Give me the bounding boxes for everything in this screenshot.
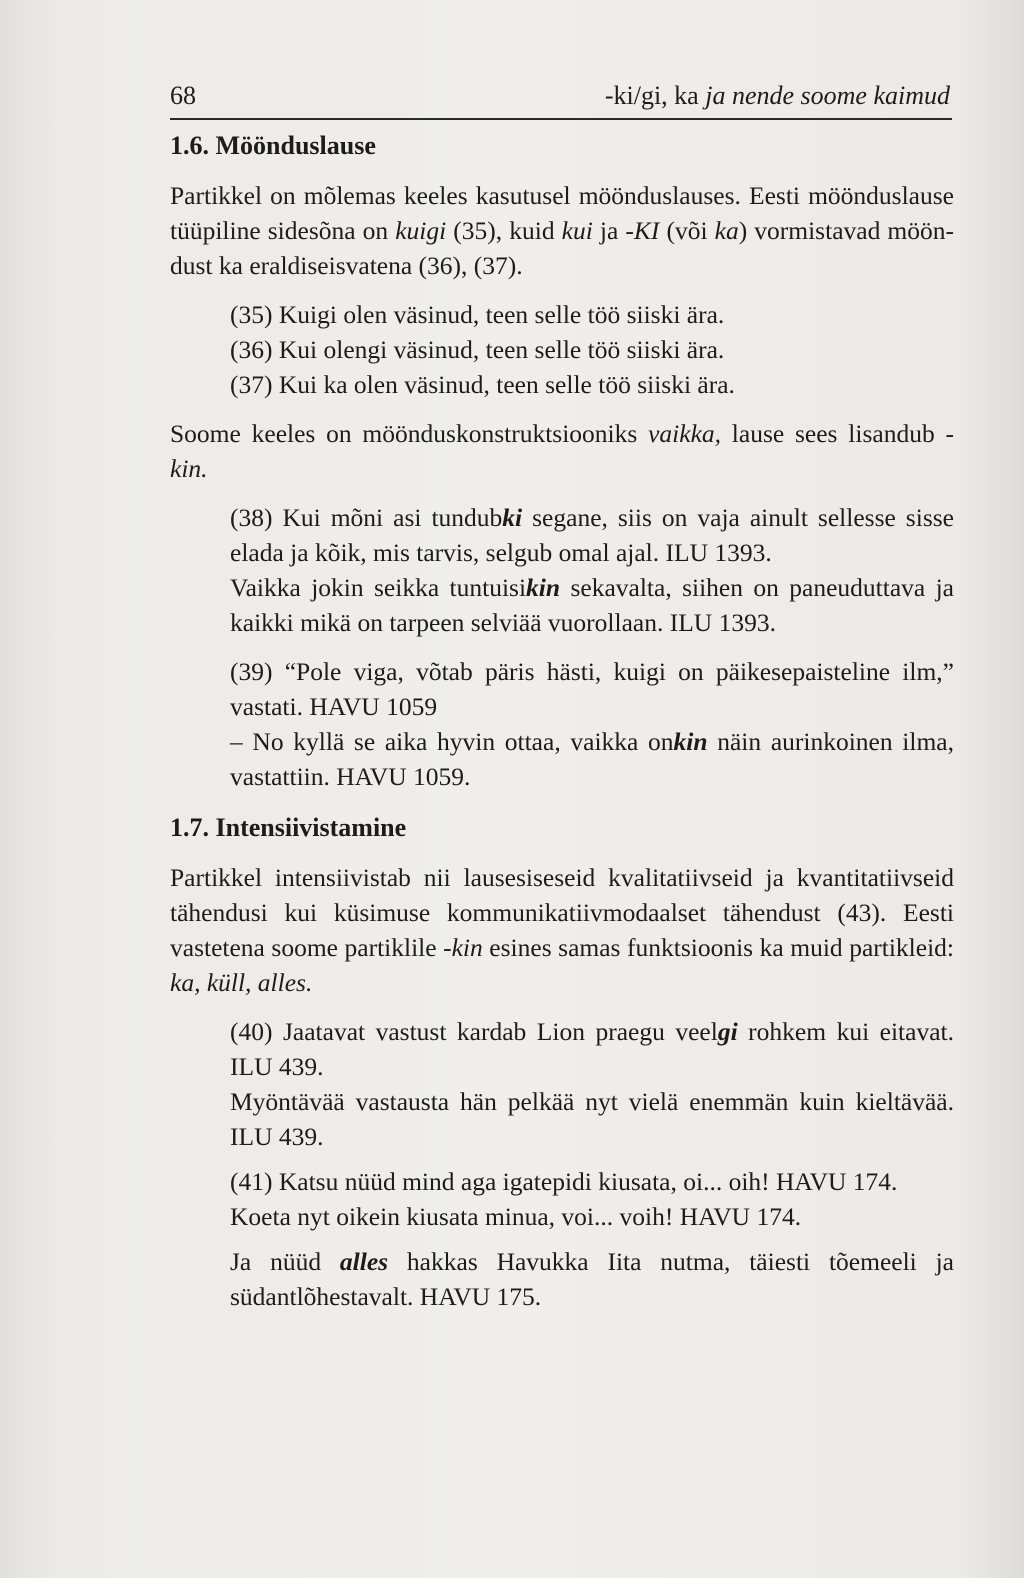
emphasized-particle: alles xyxy=(339,1247,389,1276)
example-36: (36) Kui olengi väsinud, teen selle töö siiski ära. xyxy=(230,335,725,364)
emphasized-particle: kin xyxy=(526,573,561,602)
text-run: (38) Kui mõni asi tundub xyxy=(230,503,503,532)
example-39-estonian: (39) “Pole viga, võtab päris hästi, kuigi on päikesepaisteline ilm,” vastati. HAVU 1059 xyxy=(230,657,954,721)
example-40-estonian xyxy=(230,1014,954,1084)
text-run: ) vormistavad mööndust ka eraldiseisvatena (36), (37). xyxy=(170,216,954,280)
example-35: (35) Kuigi olen väsinud, teen selle töö siiski ära. xyxy=(230,300,725,329)
italic-term: -KI xyxy=(625,216,660,245)
text-run: sekavalta, siihen on paneuduttava ja kaikki mikä on tarpeen selviää vuorollaan. ILU 1393. xyxy=(230,573,954,637)
example-38 xyxy=(230,500,954,640)
text-run: näin aurinkoinen ilma, vastattiin. HAVU 1059. xyxy=(230,727,954,791)
example-40-finnish: Myöntävää vastausta hän pelkää nyt vielä enemmän kuin kieltävää. ILU 439. xyxy=(230,1087,954,1151)
section-heading-1-7: 1.7. Intensiivistamine xyxy=(170,813,407,842)
text-run: Ja nüüd xyxy=(230,1247,340,1276)
running-head-prefix: -ki/gi, ka xyxy=(604,81,706,110)
running-head xyxy=(605,78,950,114)
example-40 xyxy=(230,1014,954,1314)
text-run: Partikkel intensiivistab nii lausesiseseid kvalitatiivseid ja kvantitatiivseid tähendusi kui küsimuse kommunikatiivmodaalset tähendust (43). Eesti vastetena soome partiklile xyxy=(170,863,954,962)
page-number: 68 xyxy=(170,81,196,110)
text-run: lause sees lisandub xyxy=(721,419,946,448)
emphasized-particle: ki xyxy=(502,503,523,532)
section-heading-1-6: 1.6. Möönduslause xyxy=(170,131,376,160)
text-run: (või xyxy=(659,216,715,245)
running-head-italic: ja nende soome kaimud xyxy=(705,81,950,110)
example-38-finnish xyxy=(230,570,954,640)
example-41-finnish: Koeta nyt oikein kiusata minua, voi... voih! HAVU 174. xyxy=(230,1202,802,1231)
emphasized-particle: kin xyxy=(673,727,708,756)
example-41-estonian: (41) Katsu nüüd mind aga igatepidi kiusata, oi... oih! HAVU 174. xyxy=(230,1167,898,1196)
text-run: (35), kuid xyxy=(446,216,562,245)
italic-term: -kin. xyxy=(170,419,954,483)
example-group-35-37 xyxy=(230,297,954,402)
text-run: Partikkel on mõlemas keeles kasutusel möönduslauses. Eesti möönduslause tüüpiline sidesõna on xyxy=(170,181,954,245)
example-42-estonian xyxy=(230,1244,954,1314)
page-body xyxy=(170,128,954,1328)
italic-term: -kin xyxy=(443,933,483,962)
text-run: (40) Jaatavat vastust kardab Lion praegu veel xyxy=(230,1017,718,1046)
text-run: – No kyllä se aika hyvin ottaa, vaikka on xyxy=(230,727,674,756)
paragraph-intensification xyxy=(170,860,954,1000)
text-run: ja xyxy=(592,216,626,245)
paragraph-concessive-intro xyxy=(170,178,954,283)
example-39-finnish xyxy=(230,724,954,794)
italic-term: kuigi xyxy=(395,216,447,245)
italic-term: ka, küll, alles. xyxy=(170,968,313,997)
italic-term: vaikka, xyxy=(648,419,722,448)
italic-term: ka xyxy=(714,216,739,245)
paragraph-finnish-concessive xyxy=(170,416,954,486)
text-run: rohkem kui eitavat. ILU 439. xyxy=(230,1017,954,1081)
page-header xyxy=(170,78,952,120)
italic-term: kui xyxy=(561,216,593,245)
text-run: esines samas funktsioonis ka muid partikleid: xyxy=(482,933,954,962)
text-run: Vaikka jokin seikka tuntuisi xyxy=(230,573,527,602)
text-run: Soome keeles on möönduskonstruktsiooniks xyxy=(170,419,649,448)
text-run: segane, siis on vaja ainult sellesse sisse elada ja kõik, mis tarvis, selgub omal ajal. ILU 1393. xyxy=(230,503,954,567)
example-39 xyxy=(230,654,954,794)
example-38-estonian xyxy=(230,500,954,570)
example-37: (37) Kui ka olen väsinud, teen selle töö siiski ära. xyxy=(230,370,735,399)
text-run: hakkas Havukka Iita nutma, täiesti tõemeeli ja südantlõhestavalt. HAVU 175. xyxy=(230,1247,954,1311)
emphasized-particle: gi xyxy=(717,1017,738,1046)
